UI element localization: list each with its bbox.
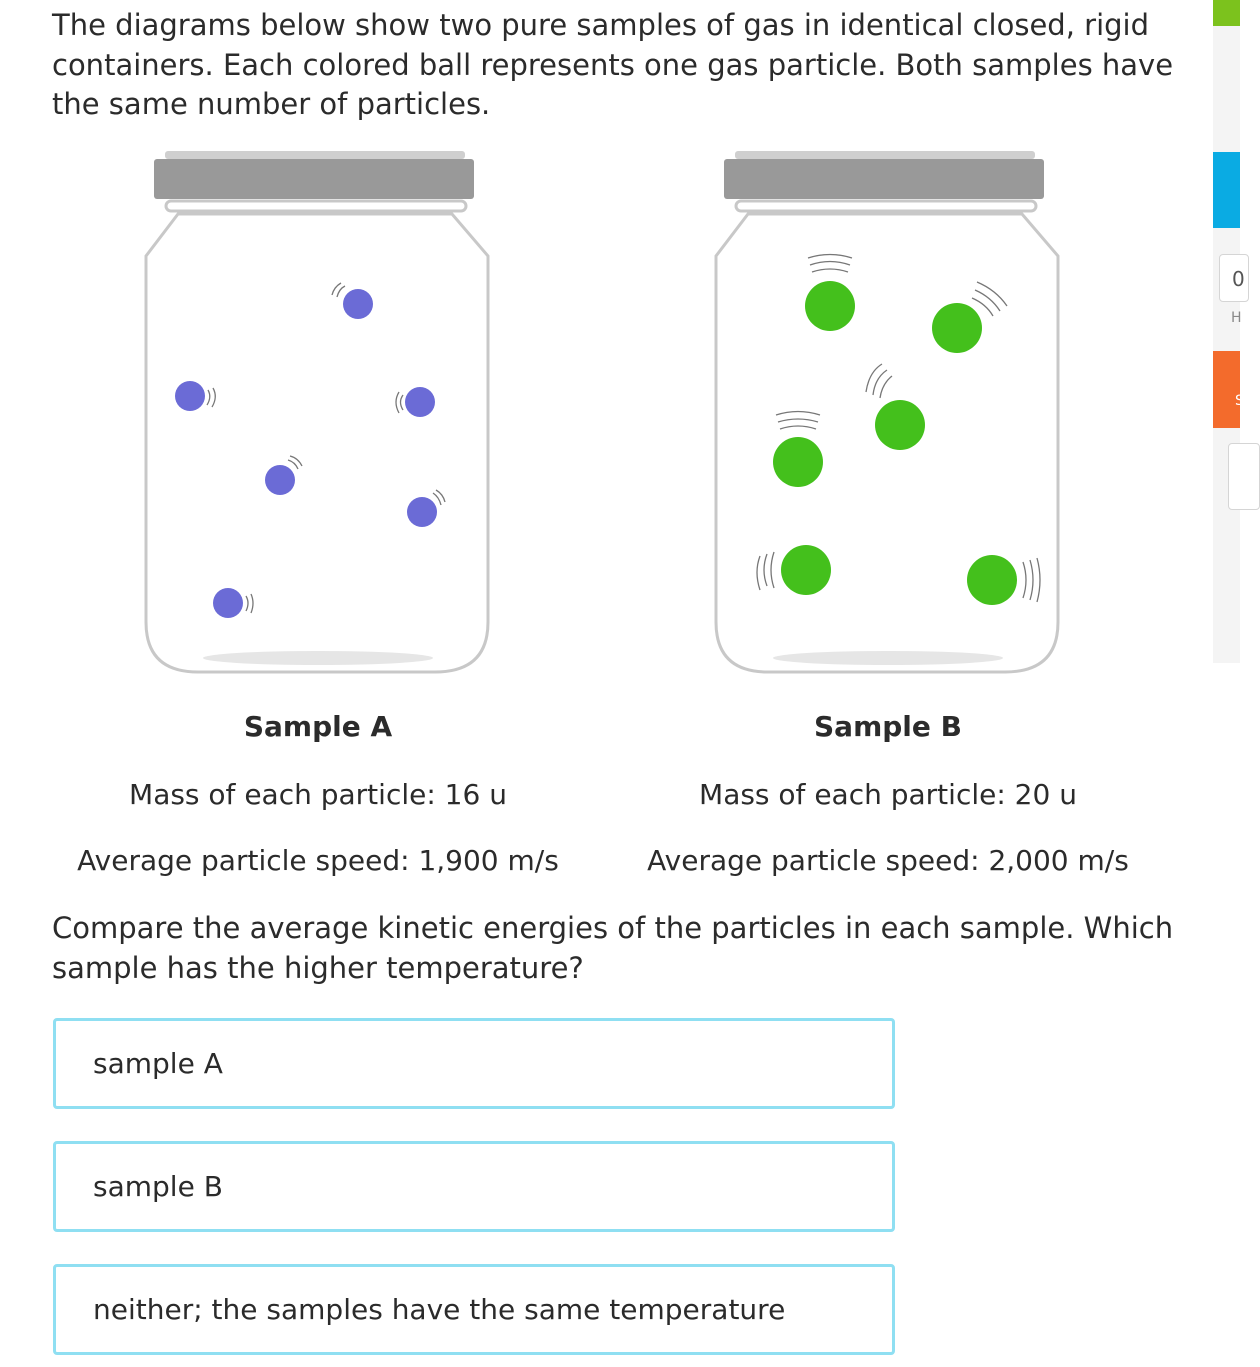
sidebar-blue-tab[interactable] bbox=[1213, 152, 1240, 228]
sidebar-subtext: H bbox=[1231, 310, 1242, 326]
sidebar-score-box: 0 bbox=[1219, 254, 1249, 302]
particle-ball bbox=[343, 289, 373, 319]
sidebar-orange-tab[interactable]: S bbox=[1213, 351, 1240, 428]
sample-a-mass: Mass of each particle: 16 u bbox=[129, 778, 507, 811]
sample-b-speed: Average particle speed: 2,000 m/s bbox=[647, 844, 1129, 877]
particle-ball bbox=[805, 281, 855, 331]
sample-a-jar bbox=[140, 140, 500, 675]
jar-neck bbox=[166, 201, 466, 211]
particle-ball bbox=[967, 555, 1017, 605]
choice-label: sample B bbox=[93, 1170, 223, 1203]
jar-lid bbox=[724, 159, 1044, 199]
jar-body bbox=[146, 214, 488, 672]
sidebar-green-tab[interactable] bbox=[1213, 0, 1240, 26]
particle-ball bbox=[773, 437, 823, 487]
choice-sample-b[interactable] bbox=[53, 1141, 895, 1232]
jar-lid-top bbox=[165, 151, 465, 159]
jar-lid bbox=[154, 159, 474, 199]
sample-a-speed: Average particle speed: 1,900 m/s bbox=[77, 844, 559, 877]
particle-ball bbox=[875, 400, 925, 450]
particle-ball bbox=[213, 588, 243, 618]
particle-ball bbox=[265, 465, 295, 495]
particle-ball bbox=[781, 545, 831, 595]
particle-ball bbox=[405, 387, 435, 417]
sample-b-jar bbox=[710, 140, 1070, 675]
sidebar-box bbox=[1228, 443, 1260, 510]
choice-neither[interactable] bbox=[53, 1264, 895, 1355]
intro-text: The diagrams below show two pure samples of gas in identical closed, rigid containers. Each colored ball represents one gas particle. Both samples have the same number of particles. bbox=[52, 8, 1174, 121]
particle-ball bbox=[407, 497, 437, 527]
particle-ball bbox=[932, 303, 982, 353]
sample-a-title: Sample A bbox=[243, 710, 393, 743]
jar-bottom-shadow bbox=[203, 651, 433, 665]
jar-bottom-shadow bbox=[773, 651, 1003, 665]
question-text: Compare the average kinetic energies of the particles in each sample. Which sample has the higher temperature? bbox=[52, 911, 1174, 985]
sample-b-title: Sample B bbox=[814, 710, 962, 743]
jar-neck bbox=[736, 201, 1036, 211]
choice-label: neither; the samples have the same temperature bbox=[93, 1293, 786, 1326]
right-sidebar bbox=[1213, 0, 1245, 663]
choice-sample-a[interactable] bbox=[53, 1018, 895, 1109]
sample-b-mass: Mass of each particle: 20 u bbox=[699, 778, 1077, 811]
jar-lid-top bbox=[735, 151, 1035, 159]
particle-ball bbox=[175, 381, 205, 411]
choice-label: sample A bbox=[93, 1047, 223, 1080]
